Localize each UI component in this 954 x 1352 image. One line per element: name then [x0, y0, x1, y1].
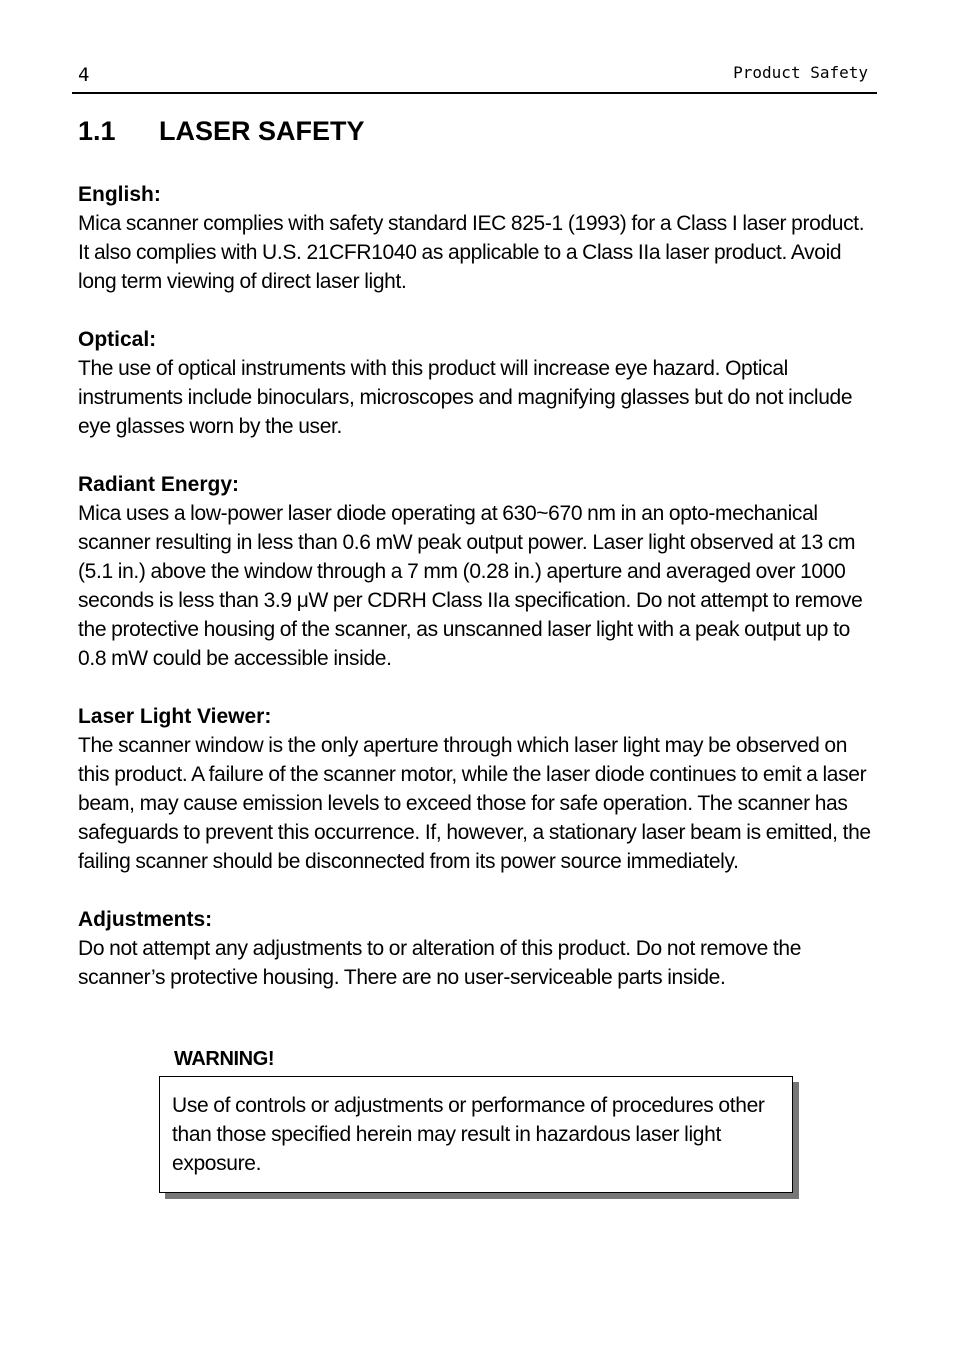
- header-rule: [72, 92, 877, 94]
- warning-label: WARNING!: [174, 1048, 275, 1070]
- block-heading: English:: [78, 183, 161, 206]
- optical-block: [78, 325, 878, 441]
- block-heading: Adjustments:: [78, 908, 213, 931]
- warning-box: [159, 1076, 793, 1193]
- laser-light-viewer-block: [78, 702, 878, 876]
- adjustments-block: [78, 905, 878, 992]
- warning-text: Use of controls or adjustments or performance of procedures other than those specified herein may result in hazardous laser light exposure.: [172, 1094, 765, 1175]
- running-header: Product Safety: [733, 63, 868, 82]
- section-title-text: LASER SAFETY: [159, 116, 365, 146]
- radiant-energy-block: [78, 470, 878, 673]
- block-paragraph: Do not attempt any adjustments to or alteration of this product. Do not remove the scanner’s protective housing. There are no user-serviceable parts inside.: [78, 937, 802, 989]
- section-content: [78, 180, 878, 1021]
- section-number: 1.1: [78, 116, 116, 146]
- block-paragraph: Mica scanner complies with safety standard IEC 825-1 (1993) for a Class I laser product. It also complies with U.S. 21CFR1040 as applicable to a Class IIa laser product. Avoid long term viewing of direct laser light.: [78, 212, 865, 293]
- block-paragraph: The scanner window is the only aperture through which laser light may be observed on this product. A failure of the scanner motor, while the laser diode continues to emit a laser beam, may cause emission levels to exceed those for safe operation. The scanner has safeguards to prevent this occurrence. If, however, a stationary laser beam is emitted, the failing scanner should be disconnected from its power source immediately.: [78, 734, 871, 873]
- block-paragraph: Mica uses a low-power laser diode operating at 630~670 nm in an opto-mechanical scanner resulting in less than 0.6 mW peak output power. Laser light observed at 13 cm (5.1 in.) above the window through a 7 mm (0.28 in.) aperture and averaged over 1000 seconds is less than 3.9 μW per CDRH Class IIa specification. Do not attempt to remove the protective housing of the scanner, as unscanned laser light with a peak output up to 0.8 mW could be accessible inside.: [78, 502, 863, 670]
- block-heading: Radiant Energy:: [78, 473, 240, 496]
- english-block: [78, 180, 878, 296]
- section-title: [78, 116, 365, 147]
- block-heading: Optical:: [78, 328, 157, 351]
- block-paragraph: The use of optical instruments with this product will increase eye hazard. Optical instruments include binoculars, microscopes and magnifying glasses but do not include eye glasses worn by the user.: [78, 357, 853, 438]
- block-heading: Laser Light Viewer:: [78, 705, 272, 728]
- page-number: 4: [78, 64, 90, 86]
